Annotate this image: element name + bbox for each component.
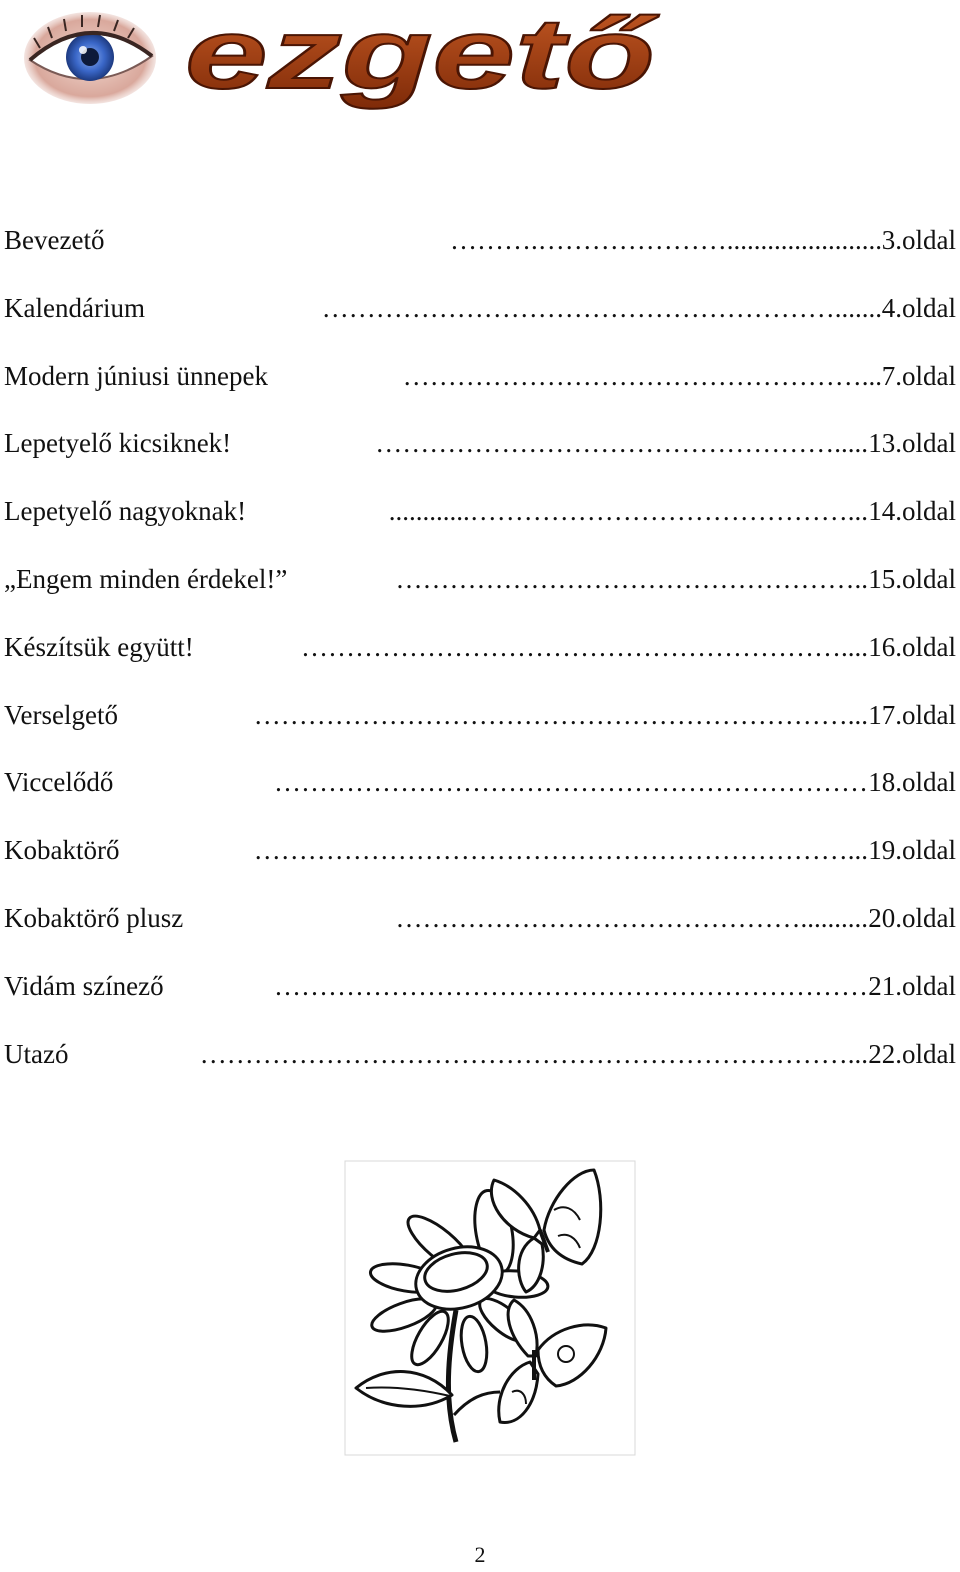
toc-entry-title: Utazó	[4, 1036, 68, 1072]
toc-entry	[4, 697, 956, 733]
toc-entry-page: 19.oldal	[868, 832, 956, 868]
toc-entry-page: 21.oldal	[868, 968, 956, 1004]
toc-entry-page: 22.oldal	[868, 1036, 956, 1072]
flower-butterfly-illustration	[344, 1160, 636, 1456]
toc-entry-page: 18.oldal	[868, 764, 956, 800]
toc-entry-leader: ............……………………………………...	[388, 496, 868, 527]
toc-entry	[4, 425, 956, 461]
toc-entry	[4, 900, 956, 936]
toc-entry-leader: ……………………………………………..	[395, 563, 868, 594]
toc-entry-leader: ………………………………………………….......	[321, 292, 882, 323]
toc-entry-leader: ……………………………………………...	[402, 360, 882, 391]
toc-entry	[4, 358, 956, 394]
toc-entry	[4, 629, 956, 665]
toc-entry-page: 3.oldal	[882, 222, 956, 258]
toc-entry-leader: …………………………………………………………	[274, 970, 868, 1001]
toc-entry-title: Bevezető	[4, 222, 104, 258]
toc-entry	[4, 968, 956, 1004]
toc-entry	[4, 764, 956, 800]
toc-entry-title: „Engem minden érdekel!”	[4, 561, 287, 597]
toc-entry-page: 13.oldal	[868, 425, 956, 461]
toc-entry-page: 20.oldal	[868, 900, 956, 936]
toc-entry	[4, 832, 956, 868]
toc-entry-title: Verselgető	[4, 697, 118, 733]
toc-entry-page: 4.oldal	[882, 290, 956, 326]
logo-text: ezgető	[185, 0, 660, 110]
toc-entry-title: Lepetyelő nagyoknak!	[4, 493, 246, 529]
toc-entry-title: Vidám színező	[4, 968, 164, 1004]
toc-entry-page: 14.oldal	[868, 493, 956, 529]
toc-entry-leader: ……………………………………………………....	[301, 631, 868, 662]
toc-entry	[4, 1036, 956, 1072]
toc-entry-leader: …………………………………………………………...	[253, 699, 868, 730]
toc-entry	[4, 222, 956, 258]
toc-entry-title: Lepetyelő kicsiknek!	[4, 425, 231, 461]
toc-entry-page: 16.oldal	[868, 629, 956, 665]
logo	[185, 0, 659, 110]
toc-entry-leader: ……….………………….......................	[450, 225, 882, 255]
masthead	[0, 0, 720, 120]
toc-entry-leader: …………………………………………………………...	[253, 835, 868, 866]
toc-entry-leader: ………………………………………..........	[395, 902, 868, 933]
toc-entry-title: Kalendárium	[4, 290, 145, 326]
table-of-contents	[4, 222, 956, 1103]
toc-entry-leader: ………………………………………………………………...	[199, 1038, 868, 1069]
toc-entry-title: Készítsük együtt!	[4, 629, 194, 665]
toc-entry-page: 15.oldal	[868, 561, 956, 597]
toc-entry-title: Modern júniusi ünnepek	[4, 358, 268, 394]
toc-entry-page: 7.oldal	[882, 358, 956, 394]
toc-entry	[4, 493, 956, 529]
page-number: 2	[474, 1542, 486, 1567]
eye-icon	[24, 12, 156, 104]
toc-entry	[4, 290, 956, 326]
toc-entry-title: Kobaktörő plusz	[4, 900, 183, 936]
toc-entry-title: Viccelődő	[4, 764, 113, 800]
toc-entry-title: Kobaktörő	[4, 832, 119, 868]
toc-entry-leader: …………………………………………….....	[375, 428, 868, 459]
toc-entry-page: 17.oldal	[868, 697, 956, 733]
toc-entry-leader: …………………………………………………………	[274, 767, 868, 798]
toc-entry	[4, 561, 956, 597]
masthead-graphic	[0, 0, 720, 120]
